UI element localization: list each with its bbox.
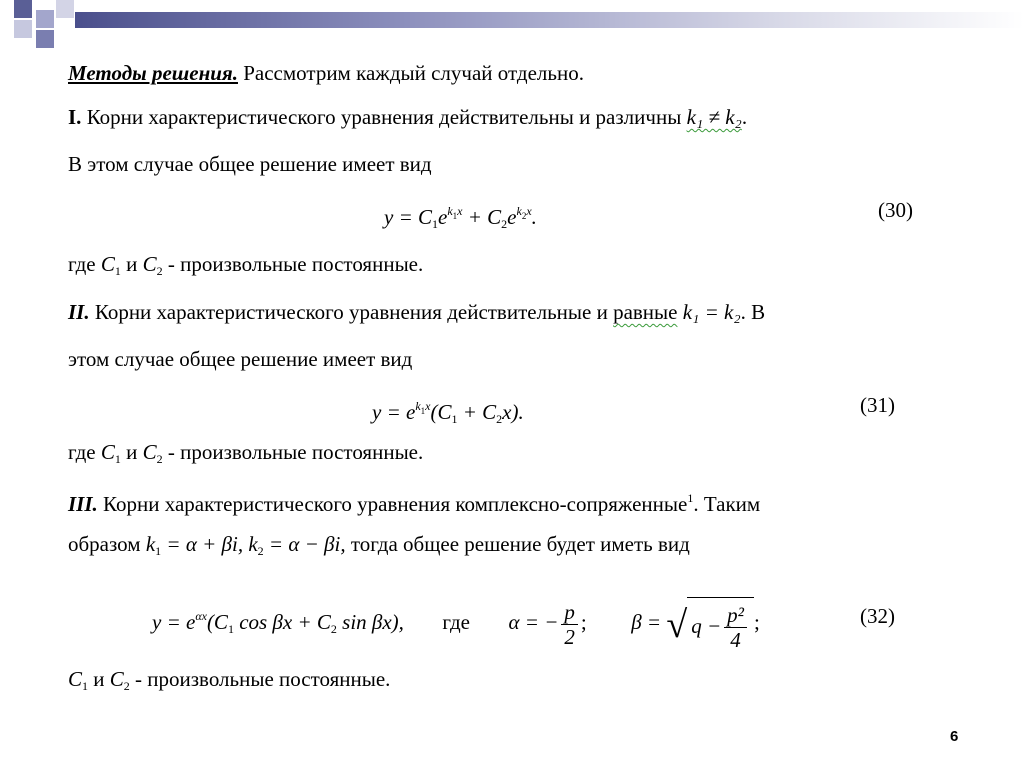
where-2-c1: $C_1$ <box>100 440 121 466</box>
where-1-c2: $C_2$ <box>142 252 163 278</box>
final-c2: $C_2$ <box>109 667 130 693</box>
equation-32-semicolon-2: ; <box>753 610 760 634</box>
case-1-line <box>68 104 747 130</box>
case-3-footnote: 1 <box>687 491 694 505</box>
header-square-2 <box>36 10 54 28</box>
case-2-text: Корни характеристического уравнения действительные и <box>89 300 608 324</box>
case-3-line-2 <box>68 531 690 564</box>
where-2-rest: - произвольные постоянные. <box>167 440 424 464</box>
where-2-and: и <box>126 440 138 464</box>
equation-30 <box>384 198 537 237</box>
equation-32-beta: β = <box>631 610 662 634</box>
case-3-obrazom: образом <box>68 532 141 556</box>
case-1-number: I. <box>68 105 82 129</box>
equation-31-formula: $y = e^{k_1x}(C_1 + C_2x)$. <box>372 399 524 426</box>
alpha-denominator: 2 <box>564 624 575 649</box>
where-1-rest: - произвольные постоянные. <box>167 252 424 276</box>
case-2-line <box>68 299 765 325</box>
case-1-line-2 <box>68 151 432 177</box>
equation-30-formula: $y = C_1e^{k_1x} + C_2e^{k_2x}$. <box>384 204 537 231</box>
final-and: и <box>93 667 105 691</box>
case-1-text: Корни характеристического уравнения действительны и различны <box>81 105 682 129</box>
where-1-c1: $C_1$ <box>100 252 121 278</box>
case-3-number: III. <box>68 492 98 516</box>
section-heading <box>68 60 584 86</box>
case-3-rest: тогда общее решение будет иметь вид <box>350 532 690 556</box>
equation-32-alpha-fraction <box>561 600 578 649</box>
equation-32-alpha: α = − <box>508 610 559 634</box>
header-square-1 <box>14 0 32 18</box>
case-3-k1: $k_1 = \alpha + \beta i$, <box>145 532 244 558</box>
equation-32-where: где <box>442 610 470 634</box>
equation-32-sqrt: √ q − $\frac{\text{p²}}{4}$ <box>666 595 754 654</box>
sqrt-q: q − <box>691 613 722 638</box>
beta-denominator: 4 <box>730 628 741 653</box>
case-2-condition: k₁ = k₂ <box>682 300 741 324</box>
heading-bold: Методы решения. <box>68 61 238 85</box>
header-square-3 <box>56 0 74 18</box>
equation-32-semicolon-1: ; <box>580 610 587 634</box>
equation-32-number: (32) <box>860 604 895 628</box>
page-number: 6 <box>950 728 959 745</box>
case-1-condition: k₁ ≠ k₂ <box>686 105 742 129</box>
final-line <box>68 666 390 699</box>
case-3-k2: $k_2 = \alpha - \beta i$, <box>248 532 346 558</box>
heading-rest: Рассмотрим каждый случай отдельно. <box>237 61 584 85</box>
case-2-end: . В <box>740 300 766 324</box>
header-square-4 <box>14 20 32 38</box>
where-2-word: где <box>68 440 96 464</box>
case-3-text: Корни характеристического уравнения комплексно-сопряженные <box>97 492 688 516</box>
beta-numerator: p² <box>724 603 747 628</box>
case-3-end: . Таким <box>693 492 761 516</box>
equation-31-number: (31) <box>860 393 895 417</box>
header-square-5 <box>36 30 54 48</box>
where-1-word: где <box>68 252 96 276</box>
final-c1: $C_1$ <box>68 667 89 693</box>
case-2-number: II. <box>68 300 90 324</box>
case-1-end: . <box>741 105 748 129</box>
alpha-numerator: p <box>561 600 578 625</box>
equation-30-number: (30) <box>878 198 913 222</box>
where-2-c2: $C_2$ <box>142 440 163 466</box>
equation-31 <box>372 393 524 432</box>
where-line-2 <box>68 439 423 472</box>
final-rest: - произвольные постоянные. <box>135 667 391 691</box>
header-gradient-bar <box>75 12 1024 28</box>
where-1-and: и <box>126 252 138 276</box>
case-1-text-2: В этом случае общее решение имеет вид <box>68 152 432 176</box>
case-2-wavy: равные <box>613 300 678 324</box>
equation-32-y: $y = e^{\alpha x}(C_1$ $\cos \beta x + C_2$ sin βx), <box>152 609 404 636</box>
case-2-line-2 <box>68 346 412 372</box>
equation-32 <box>152 588 760 657</box>
case-3-line <box>68 485 760 517</box>
case-2-text-2: этом случае общее решение имеет вид <box>68 347 413 371</box>
where-line-1 <box>68 251 423 284</box>
